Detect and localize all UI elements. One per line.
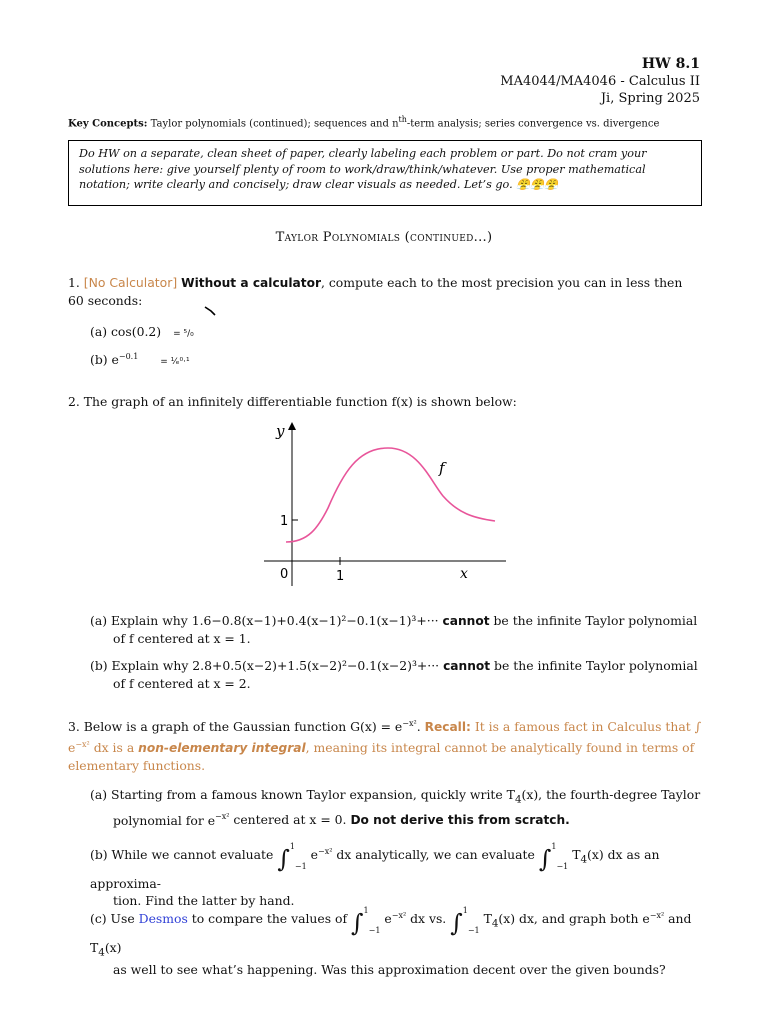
p2b-text: (b) Explain why 2.8+0.5(x−2)+1.5(x−2)²−0.1(x−2)³+··· xyxy=(90,658,440,673)
problem-3a xyxy=(90,786,702,830)
curve-f xyxy=(286,448,495,542)
x-label: x xyxy=(460,566,468,582)
p1a-text: (a) cos(0.2) xyxy=(90,324,162,339)
p3b-text-4: T xyxy=(572,847,581,862)
problem-3c xyxy=(90,902,702,978)
key-concepts xyxy=(68,115,708,129)
lower-bound: −1 xyxy=(368,926,381,935)
p3-recall-emph: non-elementary integral xyxy=(138,741,306,756)
p3-recall-int-sup: −x² xyxy=(75,740,90,750)
p3a-bold: Do not derive this from scratch. xyxy=(350,813,570,828)
p2a-text-2: be the infinite Taylor polynomial xyxy=(493,613,698,628)
p3c-text-7: and T xyxy=(90,911,692,955)
instructions-text: Do HW on a separate, clean sheet of paper, clearly labeling each problem or part. Do not cram your solutions here: give yourself plenty of room to work/draw/think/whatever. Use proper mathematical notation; write clearly and concisely; draw clear visuals as needed. Let’s go. 😤😤😤 xyxy=(79,147,647,191)
section-title xyxy=(0,230,768,245)
p2b-text-2: be the infinite Taylor polynomial xyxy=(494,658,698,673)
p3a-sup: −x² xyxy=(215,812,230,822)
upper-bound: 1 xyxy=(462,906,468,915)
problem-1a xyxy=(90,323,702,343)
y-tick-label: 1 xyxy=(280,514,289,529)
integral-sign: ∫ xyxy=(351,909,364,937)
integral-sign: ∫ xyxy=(277,845,290,873)
problem-1 xyxy=(68,274,702,309)
problem-1b xyxy=(90,348,702,371)
p3-recall-label: Recall: xyxy=(424,720,471,735)
p3c-text-5: T xyxy=(483,911,492,926)
problem-2a xyxy=(90,612,702,647)
origin-label: 0 xyxy=(280,567,289,582)
p3-intro-sup: −x² xyxy=(402,719,417,728)
p1b-sup: −0.1 xyxy=(118,352,139,361)
p3c-text-6: (x) dx, and graph both e xyxy=(498,911,650,926)
p3b-text-6: tion. Find the latter by hand. xyxy=(113,893,295,908)
problem-2b xyxy=(90,657,702,692)
p3-recall-int: ∫ e xyxy=(68,719,702,756)
lower-bound: −1 xyxy=(556,862,569,871)
term: Ji, Spring 2025 xyxy=(600,91,700,106)
y-axis-arrow xyxy=(288,422,296,430)
p1-num: 1. xyxy=(68,275,80,290)
y-label: y xyxy=(276,422,285,440)
p3a-text-3: polynomial for e xyxy=(113,812,216,828)
p1b-handwriting: = ¹⁄ₑ⁰·¹ xyxy=(160,357,190,368)
problem-2 xyxy=(68,393,702,410)
p3-recall-text-3: , meaning its integral cannot be analytically found in terms of elementary functions. xyxy=(68,740,695,774)
hw-title: HW 8.1 xyxy=(641,56,700,72)
p3c-text: (c) Use xyxy=(90,911,135,926)
p3b-text: (b) While we cannot evaluate xyxy=(90,847,274,862)
p3c-sub-2: 4 xyxy=(98,946,105,959)
p3c-sup-2: −x² xyxy=(649,910,665,920)
p3c-text-3: e xyxy=(384,911,392,926)
p1a-handwriting: = ⁵/₀ xyxy=(173,329,194,339)
doc-header xyxy=(500,56,700,107)
p3a-sub: 4 xyxy=(514,793,522,806)
lower-bound: −1 xyxy=(294,862,307,871)
p2a-text-3: of f centered at x = 1. xyxy=(113,631,251,646)
integral-sign: ∫ xyxy=(538,845,552,873)
p3b-sub: 4 xyxy=(580,853,588,866)
problem-3b xyxy=(90,838,702,909)
p3a-text-2: (x), the fourth-degree Taylor xyxy=(521,787,701,802)
function-graph xyxy=(258,418,508,590)
key-concepts-text: Taylor polynomials (continued); sequences and n xyxy=(150,118,399,130)
key-concepts-text-2: -term analysis; series convergence vs. divergence xyxy=(406,118,660,130)
p3b-text-3: dx analytically, we can evaluate xyxy=(332,847,535,862)
key-concepts-label: Key Concepts: xyxy=(68,118,148,130)
section-title-text: Taylor Polynomials (continued...) xyxy=(275,230,493,245)
p2b-text-3: of f centered at x = 2. xyxy=(113,676,251,691)
x-tick-label: 1 xyxy=(336,569,345,584)
p3c-text-2: to compare the values of xyxy=(191,911,348,926)
p1-rest: , compute each to the most precision you can in less then 60 seconds: xyxy=(68,275,683,308)
p2b-bold: cannot xyxy=(443,659,491,673)
instructions-box xyxy=(68,140,702,206)
pen-mark-icon xyxy=(203,305,217,317)
p1-bold: Without a calculator xyxy=(181,276,321,290)
p3a-text-4: centered at x = 0. xyxy=(229,812,347,828)
p1-tag: [No Calculator] xyxy=(83,275,178,290)
p3-recall-text: It is a famous fact in Calculus that xyxy=(474,719,691,735)
upper-bound: 1 xyxy=(551,842,557,851)
p3c-text-4: dx vs. xyxy=(406,911,447,926)
p1b-text: (b) e xyxy=(90,352,119,368)
curve-label: f xyxy=(439,459,445,477)
p3a-text: (a) Starting from a famous known Taylor expansion, quickly write T xyxy=(90,787,515,802)
p3b-text-5: (x) dx as an approxima- xyxy=(90,847,660,891)
lower-bound: −1 xyxy=(467,926,480,935)
p3-intro: 3. Below is a graph of the Gaussian function G(x) = e xyxy=(68,719,403,735)
p3c-text-8: (x) xyxy=(104,940,122,955)
problem-3: 3. Below is a graph of the Gaussian function $G(x) = e^{-x^2}$. Recall: It is a famous fact in Calculus that ∫ $e^{-x^2}$ dx is a non-elementary integral, meaning its integral cannot be analytically found in terms of elementary functions. xyxy=(68,719,702,774)
p2a-bold: cannot xyxy=(442,614,490,628)
p3-recall-text-2: dx is a xyxy=(89,740,135,756)
p3c-sub: 4 xyxy=(491,917,499,930)
course-name: MA4044/MA4046 - Calculus II xyxy=(500,74,700,89)
p3b-text-2: e xyxy=(310,847,319,862)
desmos-link[interactable]: Desmos xyxy=(138,911,188,926)
key-sup: th xyxy=(398,115,407,124)
upper-bound: 1 xyxy=(289,842,295,851)
p3b-sup: −x² xyxy=(318,846,333,856)
p3c-sup: −x² xyxy=(391,910,407,920)
p3c-text-9: as well to see what’s happening. Was this approximation decent over the given bounds? xyxy=(113,962,666,978)
upper-bound: 1 xyxy=(363,906,369,915)
p2-text: 2. The graph of an infinitely differentiable function f(x) is shown below: xyxy=(68,394,517,409)
p2a-text: (a) Explain why 1.6−0.8(x−1)+0.4(x−1)²−0.1(x−1)³+··· xyxy=(90,613,439,628)
integral-sign: ∫ xyxy=(450,909,463,937)
